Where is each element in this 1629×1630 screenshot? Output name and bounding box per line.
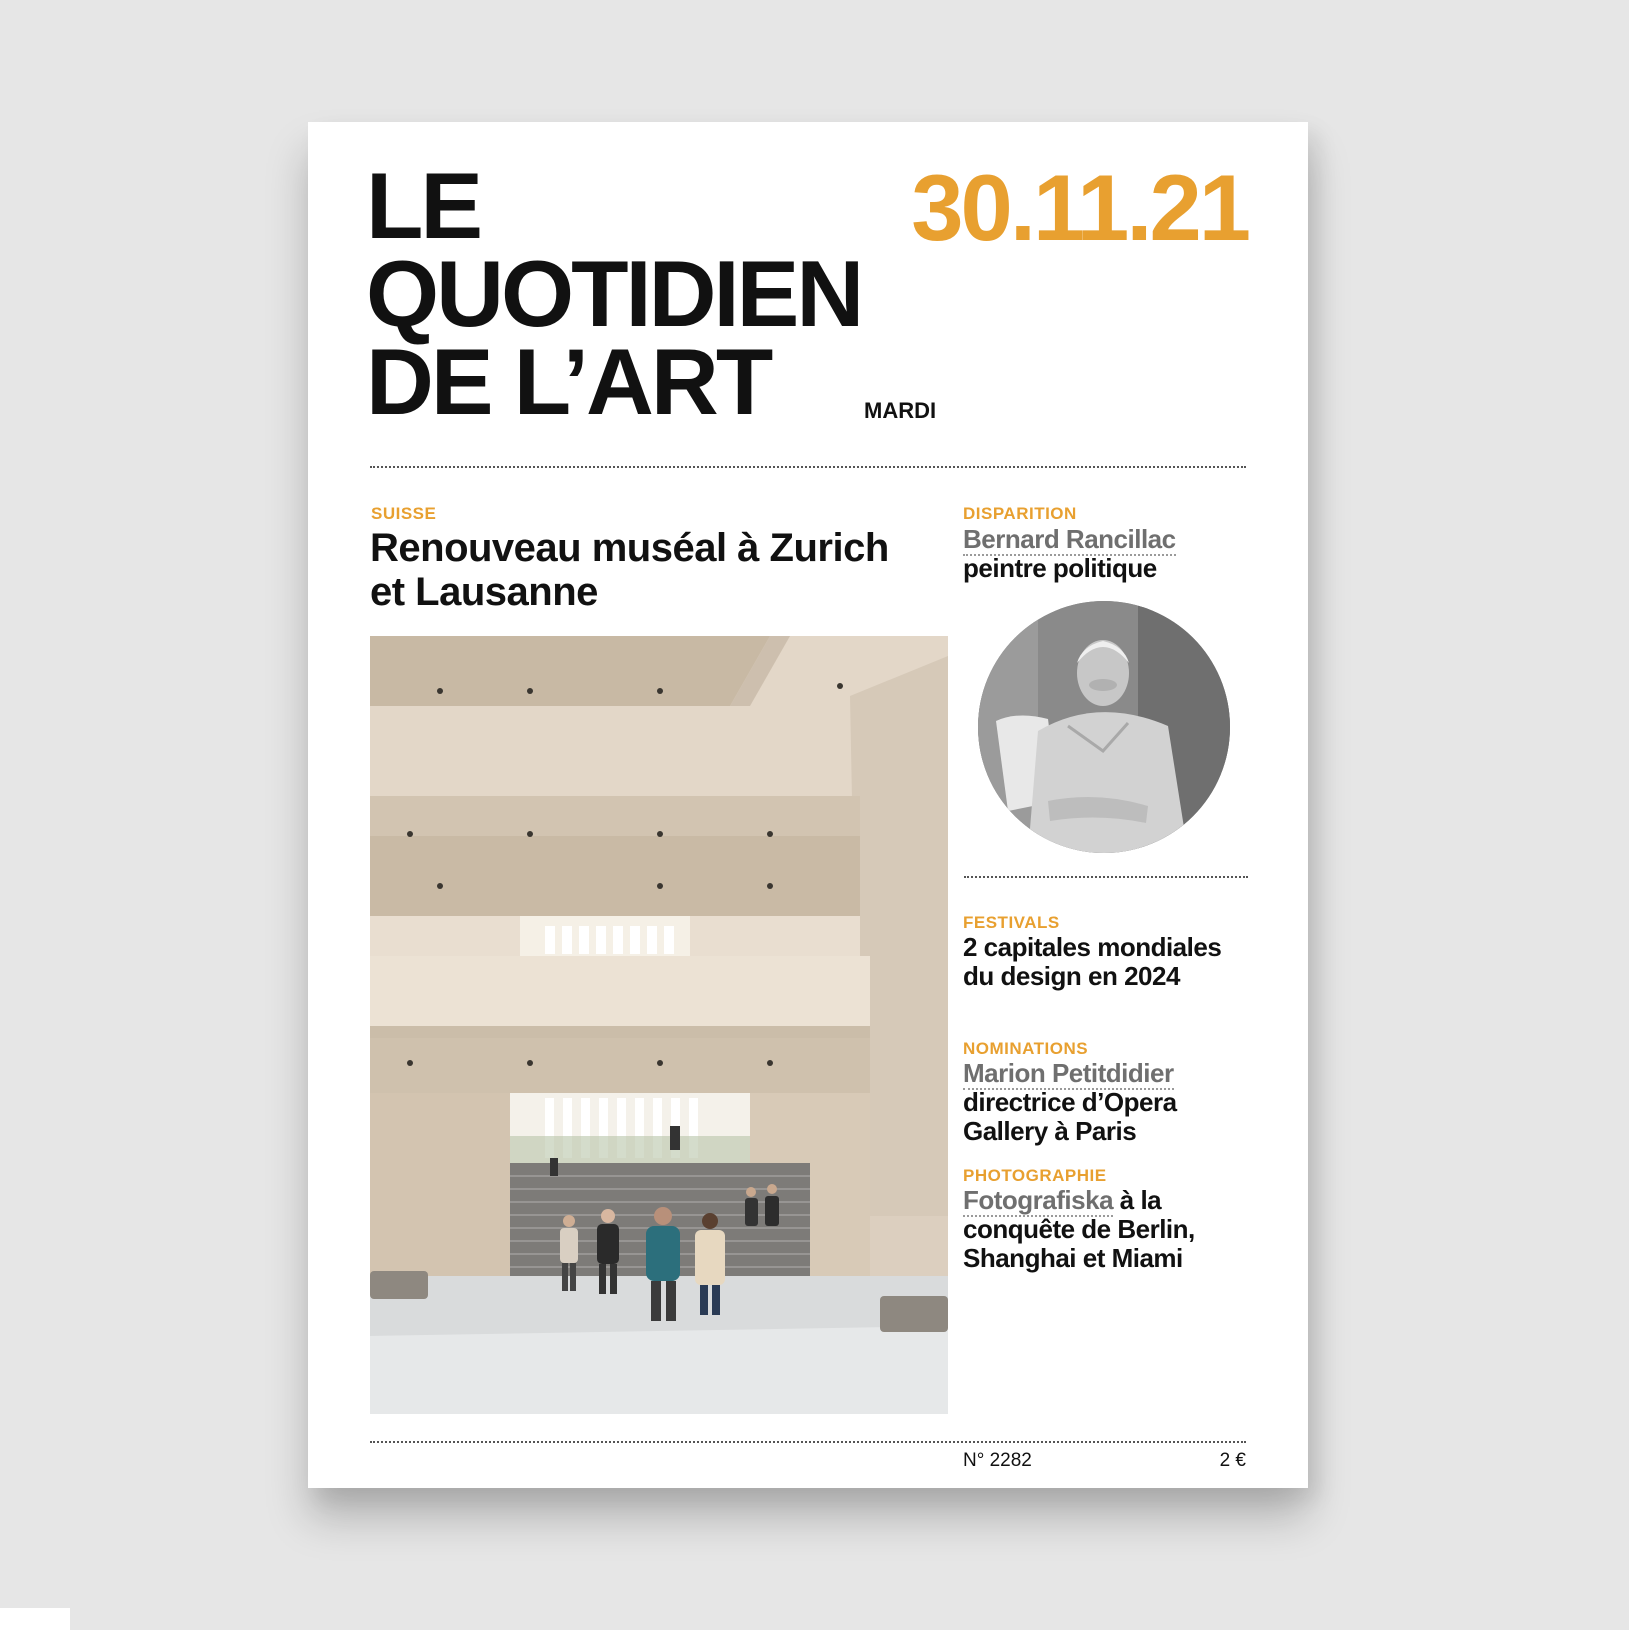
dotted-divider-bottom: [370, 1441, 1246, 1443]
magazine-cover: [308, 122, 1308, 1488]
side-story-1-rest: peintre politique: [963, 553, 1157, 583]
main-story-headline[interactable]: Renouveau muséal à Zurich et Lausanne: [370, 526, 889, 614]
main-story-kicker: SUISSE: [371, 504, 437, 523]
dotted-divider-top: [370, 466, 1246, 468]
side-story-3-headline[interactable]: [963, 1059, 1253, 1146]
side-story-1-headline[interactable]: [963, 525, 1253, 583]
museum-atrium-photo[interactable]: [370, 636, 948, 1414]
side-story-3-rest: directrice d’Opera Gallery à Paris: [963, 1087, 1177, 1146]
side-story-4-name[interactable]: Fotografiska: [963, 1185, 1114, 1215]
side-story-1-name[interactable]: Bernard Rancillac: [963, 524, 1176, 554]
side-story-4-kicker: PHOTOGRAPHIE: [963, 1166, 1107, 1185]
corner-chip: [0, 1608, 70, 1630]
dotted-divider-middle: [964, 876, 1248, 878]
masthead-line-1: LE: [366, 153, 481, 258]
side-story-3-name[interactable]: Marion Petitdidier: [963, 1058, 1174, 1088]
side-story-1-kicker: DISPARITION: [963, 504, 1077, 523]
masthead-line-3: DE L’ART: [366, 329, 771, 434]
cover-price: 2 €: [1219, 1450, 1246, 1471]
side-story-2-headline[interactable]: 2 capitales mondiales du design en 2024: [963, 932, 1222, 991]
issue-date: 30.11.21: [911, 155, 1248, 260]
masthead-line-2: QUOTIDIEN: [366, 241, 862, 346]
issue-number: N° 2282: [963, 1450, 1032, 1471]
side-story-4-rest: à la conquête de Berlin, Shanghai et Miami: [963, 1185, 1195, 1273]
side-story-3-kicker: NOMINATIONS: [963, 1039, 1089, 1058]
issue-weekday: MARDI: [864, 398, 937, 423]
portrait-photo[interactable]: [978, 601, 1230, 853]
masthead-title: [366, 153, 862, 434]
side-story-2-kicker: FESTIVALS: [963, 913, 1060, 932]
side-story-4-headline[interactable]: [963, 1186, 1253, 1273]
